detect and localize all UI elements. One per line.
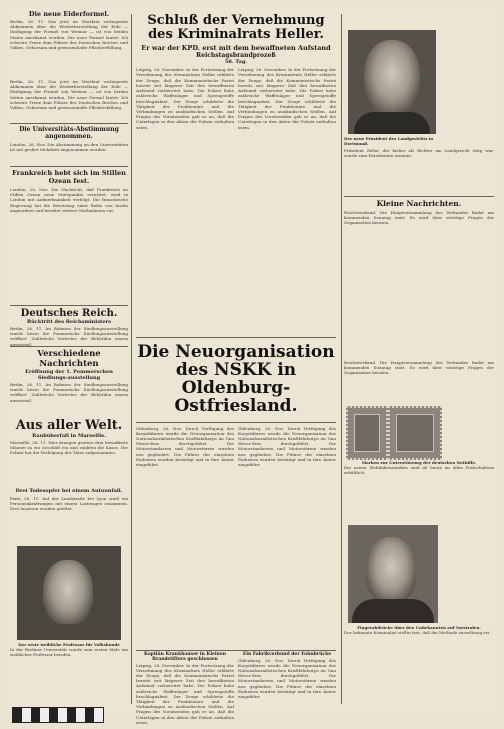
center-column <box>136 8 336 725</box>
headline-frankreich: Frankreich hebt sich im Stillen Ozean fest. <box>12 169 126 185</box>
article-text: In der Berliner Universität wurde zum ersten Male ein weiblicher Professor berufen. <box>10 647 128 658</box>
article-text: Marseille, 26. 11. Hier drangen gestern drei bewaffnete Männer in ein Geschäft ein und raubten die Kasse. Die Polizei hat die Verfolgung der Täter aufgenommen. <box>10 440 128 456</box>
column-rule <box>341 14 342 704</box>
article-text: London, 26. Nov. Die Abstimmung an den Universitäten ist mit großer Mehrheit angenommen worden. <box>10 142 128 153</box>
headline-todesopfer: Drei Todesopfer bei einem Autounfall. <box>15 488 123 494</box>
second-headline: Die Neuorganisation des NSKK in Oldenburg-Ostfriesland. <box>137 342 335 416</box>
portrait-suit <box>354 112 430 134</box>
article-text: London, 26. Nov. Die Nachricht, daß Frankreich im Stillen Ozean neue Stützpunkte errichtet, wird in London mit Aufmerksamkeit verfolgt. Die französische Regierung hat die Besetzung einer Reihe von Inseln angeordnet und bereitet weitere Maßnahmen vor. <box>10 187 128 213</box>
stamp-image <box>346 406 388 460</box>
article-text: Die neuen Wohlfahrtsmarken sind ab heute an allen Postschaltern erhältlich. <box>344 465 494 476</box>
article-text: Berlin, 26. 11. Im Rahmen der Siedlungsausstellung wurde heute die Pommersche Siedlungsausstellung eröffnet. Zahlreiche Vertreter der Behörden waren anwesend. <box>10 382 128 403</box>
article-text: Leipzig, 26. November. In der Fortsetzung der Vernehmung des Kriminalrats Heller erklärte der Zeuge, daß die Kommunistische Partei bereits seit längerer Zeit den bewaffneten Aufstand vorbereitet habe. Die Polizei habe zahlreiche Waffenlager und Sprengstoffe beschlagnahmt. Der Zeuge schilderte die Tätigkeit der Funktionäre und die Verbindungen zu ausländischen Stellen. Auf Fragen des Vorsitzenden gab er an, daß die Unterlagen in den Akten der Polizei enthalten seien. <box>136 67 234 130</box>
headline-kleine-nachrichten: Kleine Nachrichten. <box>376 199 462 208</box>
subheadline: Reichstagsbrandprozeß <box>196 52 276 60</box>
photo-caption: Marken zur Unterstützung der deutschen Nothilfe. <box>361 460 477 465</box>
headline-verschiedene-nachrichten: Verschiedene Nachrichten <box>37 349 101 369</box>
article-text: Reichsverband. Die Hauptversammlung des Verbandes findet am kommenden Sonntag statt. Es wird über wichtige Fragen der Organisation beraten. <box>344 210 494 226</box>
portrait-face <box>366 537 416 603</box>
subheadline: Rücktritt des Reichsministers <box>27 319 111 325</box>
headline-deutsches-reich: Deutsches Reich. <box>20 308 118 319</box>
scale-bar <box>12 707 104 723</box>
article-text: Leipzig, 26. November. In der Fortsetzung der Vernehmung des Kriminalrats Heller erklärte der Zeuge, daß die Kommunistische Partei bereits seit längerer Zeit den bewaffneten Aufstand vorbereitet habe. Die Polizei habe zahlreiche Waffenlager und Sprengstoffe beschlagnahmt. Der Zeuge schilderte die Tätigkeit der Funktionäre und die Verbindungen zu ausländischen Stellen. Auf Fragen des Vorsitzenden gab er an, daß die Unterlagen in den Akten der Polizei enthalten seien. <box>238 67 336 130</box>
article-text: Berlin, 26. 11. Im Rahmen der Siedlungsausstellung wurde heute die Pommersche Siedlungsausstellung eröffnet. Zahlreiche Vertreter der Behörden waren anwesend. <box>10 326 128 347</box>
article-text: Oldenburg, 26. Nov. Durch Verfügung des Korpsführers wurde die Neuorganisation des Nationalsozialistischen Kraftfahrkorps im Gau Weser-Ems durchgeführt. Die Motorstandarten und Motorstürme wurden neu gegliedert. Die Führer der einzelnen Einheiten wurden bestätigt und in ihre Ämter eingeführt. <box>238 425 336 468</box>
portrait-photo <box>348 525 438 623</box>
subheadline: Er war der KPD. erst mit dem bewaffneten Aufstand <box>141 44 331 53</box>
article-text: Oldenburg, 26. Nov. Durch Verfügung des Korpsführers wurde die Neuorganisation des Nationalsozialistischen Kraftfahrkorps im Gau Weser-Ems durchgeführt. Die Motorstandarten und Motorstürme wurden neu gegliedert. Die Führer der einzelnen Einheiten wurden bestätigt und in ihre Ämter eingeführt. <box>238 657 336 700</box>
article-text: Berlin, 26. 11. Das jetzt im Wortlaut vorliegende Abkommen über die Wiederherstellung der Eide — Einfügung der Formel von Weimar — ist von beiden Seiten anerkannt worden. Die neue Formel lautet: Ich schwöre Treue dem Führer des Deutschen Reiches und Volkes, Gehorsam und gewissenhafte Pflichterfüllung. <box>10 79 128 111</box>
left-column <box>10 8 128 708</box>
article-text: Paris, 26. 11. Auf der Landstraße bei Lyon stieß ein Personenkraftwagen mit einem Lastwagen zusammen. Drei Insassen wurden getötet. <box>10 496 128 512</box>
article-text: Reichsverband. Die Hauptversammlung des Verbandes findet am kommenden Sonntag statt. Es wird über wichtige Fragen der Organisation beraten. <box>344 360 494 376</box>
portrait-photo <box>17 546 121 640</box>
photo-caption: Fingerabdrücke über den Unbekannten auf Vorstrafen. <box>357 625 481 630</box>
scan-color-scale <box>0 710 130 729</box>
headline-universitaet: Die Universitäts-Abstimmung angenommen. <box>19 126 119 140</box>
portrait-face <box>43 560 93 624</box>
small-headline: Ein Fabrikverbund der Fahnbrücke <box>242 651 332 657</box>
right-column <box>344 8 494 708</box>
subheadline: 58. Tag. <box>224 59 248 66</box>
column-rule <box>131 14 132 704</box>
portrait-face <box>364 40 420 114</box>
headline-eiderformel: Die neue Eiderformel. <box>28 10 110 18</box>
subheadline: Raubüberfall in Marseille. <box>32 433 106 439</box>
article-text: Präsident Ziehe, der bisher als Richter am Landgericht tätig war, wurde zum Präsidenten ernannt. <box>344 148 494 159</box>
article-text: Leipzig, 26. November. In der Fortsetzung der Vernehmung des Kriminalrats Heller erklärte der Zeuge, daß die Kommunistische Partei bereits seit längerer Zeit den bewaffneten Aufstand vorbereitet habe. Die Polizei habe zahlreiche Waffenlager und Sprengstoffe beschlagnahmt. Der Zeuge schilderte die Tätigkeit der Funktionäre und die Verbindungen zu ausländischen Stellen. Auf Fragen des Vorsitzenden gab er an, daß die Unterlagen in den Akten der Polizei enthalten seien. <box>136 662 234 725</box>
main-headline: Schluß der Vernehmung des Kriminalrats Heller. <box>147 13 325 42</box>
article-text: Berlin, 26. 11. Das jetzt im Wortlaut vorliegende Abkommen über die Wiederherstellung der Eide — Einfügung der Formel von Weimar — ist von beiden Seiten anerkannt worden. Die neue Formel lautet: Ich schwöre Treue dem Führer des Deutschen Reiches und Volkes, Gehorsam und gewissenhafte Pflichterfüllung. <box>10 19 128 51</box>
article-text: Oldenburg, 26. Nov. Durch Verfügung des Korpsführers wurde die Neuorganisation des Nationalsozialistischen Kraftfahrkorps im Gau Weser-Ems durchgeführt. Die Motorstandarten und Motorstürme wurden neu gegliedert. Die Führer der einzelnen Einheiten wurden bestätigt und in ihre Ämter eingeführt. <box>136 425 234 468</box>
stamp-image <box>388 406 442 460</box>
photo-caption: Der neue Präsident des Landgerichts in Dortmund. <box>344 136 434 146</box>
newspaper-page <box>6 4 498 725</box>
portrait-photo <box>348 30 436 134</box>
small-headline: Kapitän Krankhauser in Kleinen Brandstifters geschlossen <box>143 651 227 662</box>
subheadline: Eröffnung der 1. Pommerschen Siedlungs-ausstellung <box>25 369 113 381</box>
headline-aus-aller-welt: Aus aller Welt. <box>15 418 123 433</box>
portrait-suit <box>352 599 434 623</box>
article-text: Der bekannte Kriminalist stellte fest, daß die Methode zuverlässig sei. <box>344 630 491 635</box>
photo-caption: Der erste weibliche Professor für Volkskunde <box>18 642 120 647</box>
